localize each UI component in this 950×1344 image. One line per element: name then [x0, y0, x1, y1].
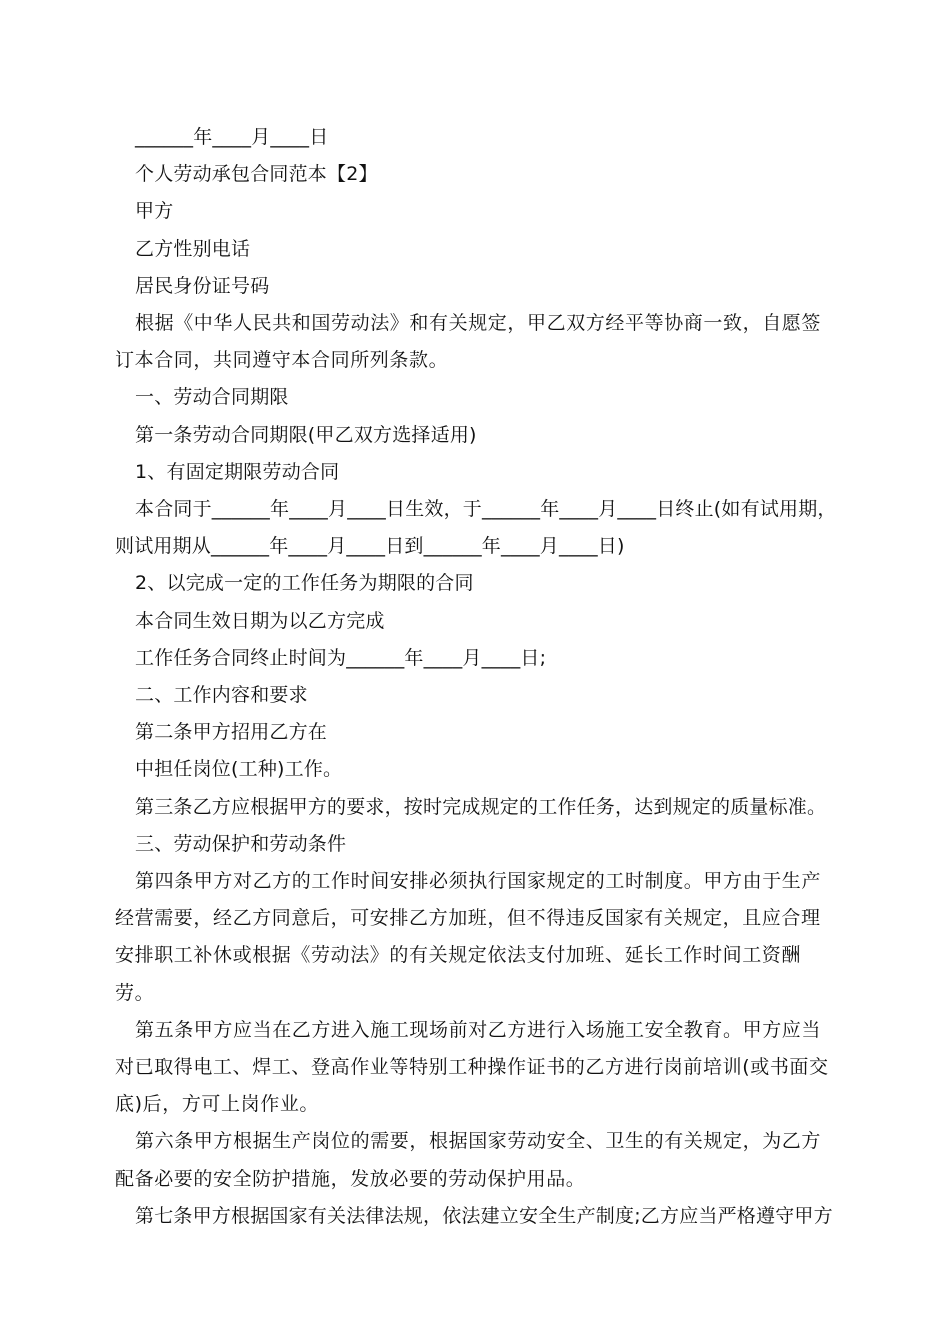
- article-2-continued: 中担任岗位(工种)工作。: [135, 758, 343, 781]
- section-heading-2: 二、工作内容和要求: [135, 684, 308, 707]
- section-heading-3: 三、劳动保护和劳动条件: [135, 832, 347, 855]
- clause-1-1: 1、有固定期限劳动合同: [135, 460, 340, 483]
- article-5: 第五条甲方应当在乙方进入施工现场前对乙方进行入场施工安全教育。甲方应当对已取得电工、焊工、登高作业等特别工种操作证书的乙方进行岗前培训(或书面交底)后，方可上岗作业。: [115, 1018, 829, 1116]
- party-a-line: 甲方: [135, 200, 174, 223]
- term-dates-paragraph: 本合同于______年____月____日生效，于______年____月____日终止(如有试用期，则试用期从______年____月____日到______年____月____日): [115, 498, 837, 558]
- id-number-line: 居民身份证号码: [135, 274, 270, 297]
- article-2: 第二条甲方招用乙方在: [135, 721, 328, 744]
- document-body: [115, 119, 840, 1235]
- effective-date-line: 本合同生效日期为以乙方完成: [135, 609, 385, 632]
- article-4: 第四条甲方对乙方的工作时间安排必须执行国家规定的工时制度。甲方由于生产经营需要，经乙方同意后，可安排乙方加班，但不得违反国家有关规定，且应合理安排职工补休或根据《劳动法》的有关规定依法支付加班、延长工作时间工资酬劳。: [115, 870, 822, 1004]
- article-3: 第三条乙方应根据甲方的要求，按时完成规定的工作任务，达到规定的质量标准。: [135, 795, 827, 818]
- section-heading-1: 一、劳动合同期限: [135, 386, 289, 409]
- preamble-paragraph: 根据《中华人民共和国劳动法》和有关规定，甲乙双方经平等协商一致，自愿签订本合同，共同遵守本合同所列条款。: [115, 312, 822, 372]
- party-b-line: 乙方性别电话: [135, 237, 251, 260]
- article-6: 第六条甲方根据生产岗位的需要，根据国家劳动安全、卫生的有关规定，为乙方配备必要的安全防护措施，发放必要的劳动保护用品。: [115, 1130, 822, 1190]
- date-line: ______年____月____日: [135, 126, 329, 148]
- clause-1-2: 2、以完成一定的工作任务为期限的合同: [135, 572, 474, 595]
- termination-date-line: 工作任务合同终止时间为______年____月____日;: [135, 646, 547, 669]
- contract-title: 个人劳动承包合同范本【2】: [135, 163, 378, 186]
- article-7: 第七条甲方根据国家有关法律法规，依法建立安全生产制度;乙方应当严格遵守甲方: [135, 1204, 833, 1227]
- article-1: 第一条劳动合同期限(甲乙双方选择适用): [135, 423, 477, 446]
